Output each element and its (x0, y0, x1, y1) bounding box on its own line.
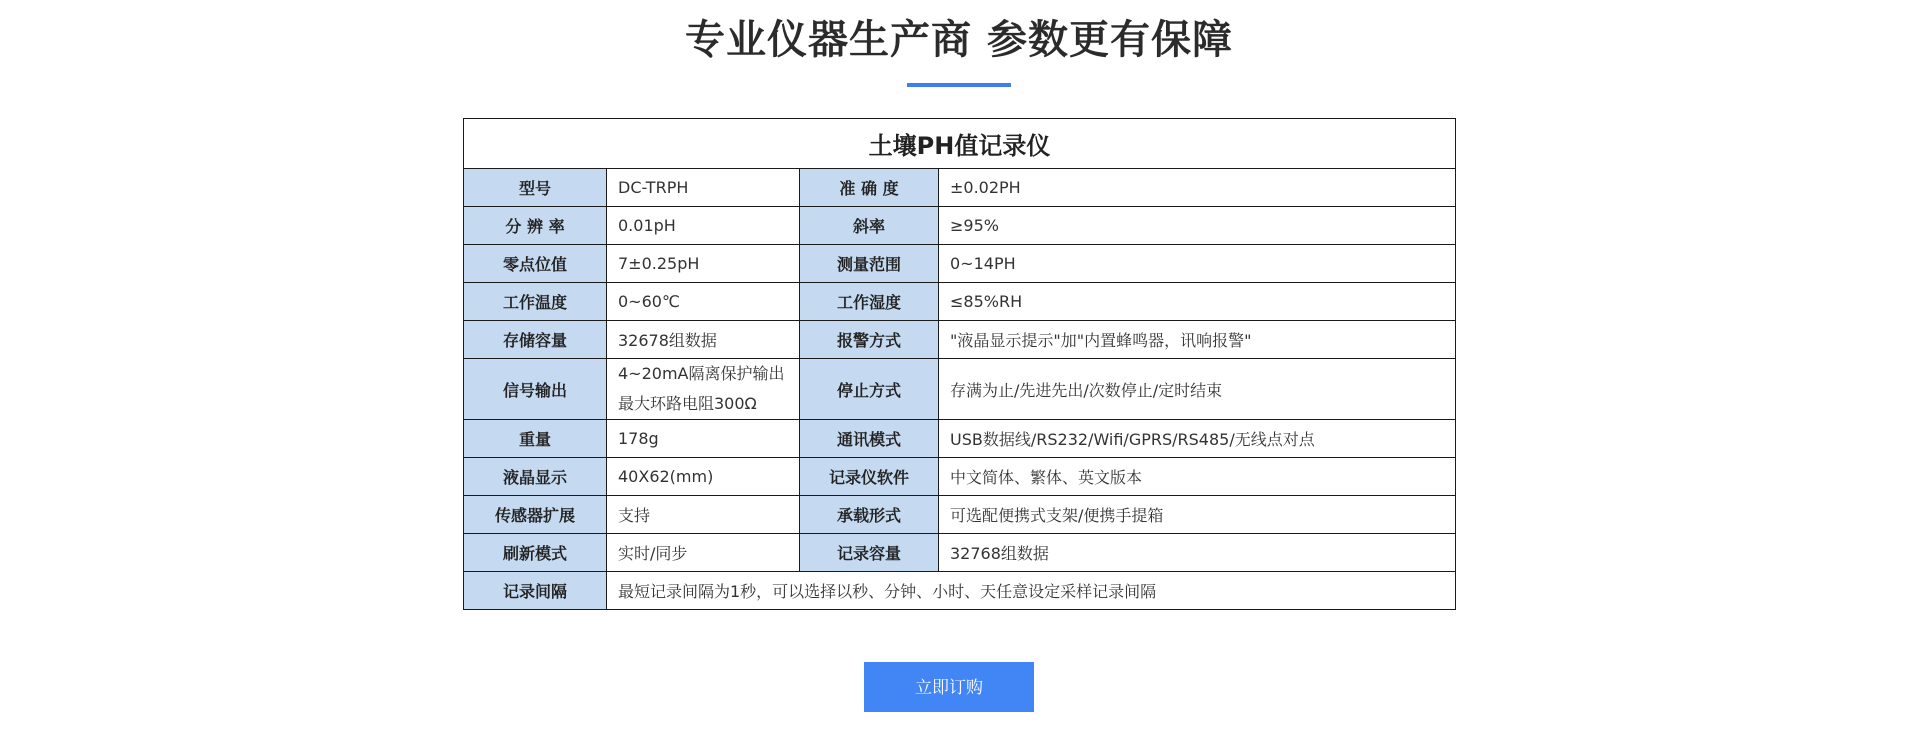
spec-label: 记录间隔 (464, 572, 607, 610)
spec-value: "液晶显示提示"加"内置蜂鸣器，讯响报警" (939, 321, 1456, 359)
spec-value: ±0.02PH (939, 169, 1456, 207)
spec-label: 报警方式 (800, 321, 939, 359)
table-row (464, 283, 1456, 321)
spec-value: ≤85%RH (939, 283, 1456, 321)
spec-label: 信号输出 (464, 359, 607, 420)
spec-value: 0~14PH (939, 245, 1456, 283)
spec-value: 32768组数据 (939, 534, 1456, 572)
spec-label: 零点位值 (464, 245, 607, 283)
spec-label: 液晶显示 (464, 458, 607, 496)
spec-value (607, 359, 800, 420)
table-row (464, 496, 1456, 534)
spec-value: 178g (607, 420, 800, 458)
table-row (464, 359, 1456, 420)
spec-label: 存储容量 (464, 321, 607, 359)
spec-label: 重量 (464, 420, 607, 458)
spec-value: 最短记录间隔为1秒，可以选择以秒、分钟、小时、天任意设定采样记录间隔 (607, 572, 1456, 610)
spec-label: 记录容量 (800, 534, 939, 572)
spec-label: 型号 (464, 169, 607, 207)
spec-label: 刷新模式 (464, 534, 607, 572)
spec-value: 32678组数据 (607, 321, 800, 359)
spec-label: 工作温度 (464, 283, 607, 321)
spec-label: 通讯模式 (800, 420, 939, 458)
spec-label: 工作湿度 (800, 283, 939, 321)
spec-label: 停止方式 (800, 359, 939, 420)
table-row (464, 458, 1456, 496)
spec-value: DC-TRPH (607, 169, 800, 207)
spec-value: 中文简体、繁体、英文版本 (939, 458, 1456, 496)
spec-label: 传感器扩展 (464, 496, 607, 534)
spec-value-line: 4~20mA隔离保护输出 (618, 364, 785, 383)
table-row (464, 534, 1456, 572)
spec-table (463, 118, 1456, 610)
spec-value-line: 最大环路电阻300Ω (618, 394, 757, 413)
spec-value: 0.01pH (607, 207, 800, 245)
spec-value: 实时/同步 (607, 534, 800, 572)
spec-label: 测量范围 (800, 245, 939, 283)
spec-label: 准 确 度 (800, 169, 939, 207)
spec-value: 可选配便携式支架/便携手提箱 (939, 496, 1456, 534)
table-row (464, 572, 1456, 610)
spec-label: 承载形式 (800, 496, 939, 534)
table-row (464, 245, 1456, 283)
table-row (464, 321, 1456, 359)
spec-label: 记录仪软件 (800, 458, 939, 496)
spec-value: ≥95% (939, 207, 1456, 245)
spec-value: 支持 (607, 496, 800, 534)
spec-value: 0~60℃ (607, 283, 800, 321)
order-now-button[interactable]: 立即订购 (864, 662, 1034, 712)
section-headline: 专业仪器生产商 参数更有保障 (685, 17, 1233, 63)
spec-label: 斜率 (800, 207, 939, 245)
table-row (464, 420, 1456, 458)
table-row (464, 207, 1456, 245)
spec-table-title: 土壤PH值记录仪 (464, 119, 1456, 169)
spec-value: 7±0.25pH (607, 245, 800, 283)
headline-underline (907, 83, 1011, 87)
spec-table-title-row (464, 119, 1456, 169)
spec-value: 存满为止/先进先出/次数停止/定时结束 (939, 359, 1456, 420)
table-row (464, 169, 1456, 207)
spec-value: USB数据线/RS232/Wifi/GPRS/RS485/无线点对点 (939, 420, 1456, 458)
spec-value: 40X62(mm) (607, 458, 800, 496)
spec-label: 分 辨 率 (464, 207, 607, 245)
